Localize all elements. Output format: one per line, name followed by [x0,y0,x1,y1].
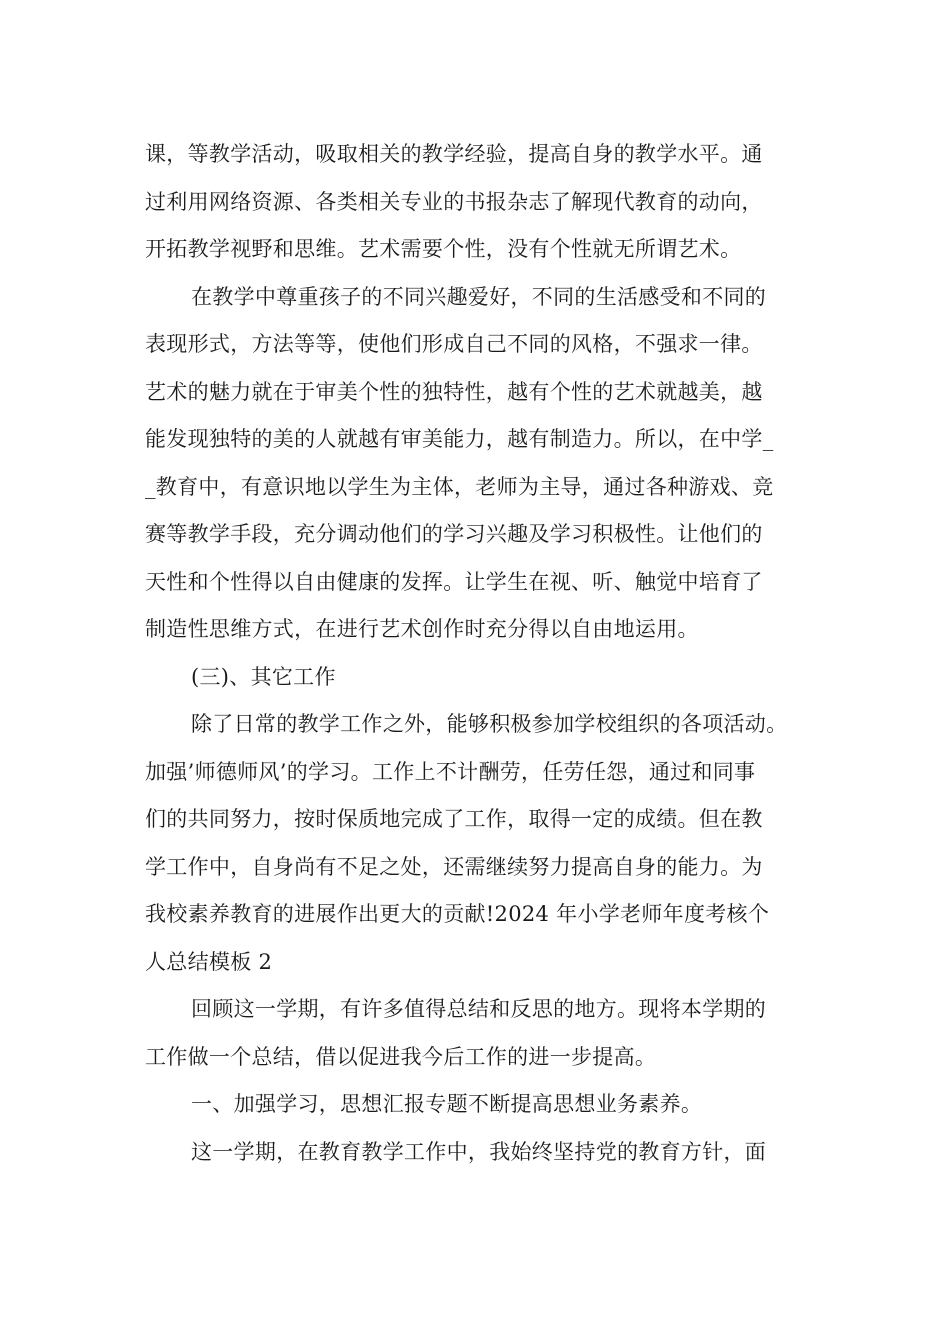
text-line: 开拓教学视野和思维。艺术需要个性，没有个性就无所谓艺术。 [145,237,742,261]
text-line: 能发现独特的美的人就越有审美能力，越有制造力。所以，在中学_ [145,427,774,451]
document-body [145,131,845,1176]
text-line: 艺术的魅力就在于审美个性的独特性，越有个性的艺术就越美，越 [145,379,763,404]
text-line: 制造性思维方式，在进行艺术创作时充分得以自由地运用。 [145,617,699,641]
text-line: 们的共同努力，按时保质地完成了工作，取得一定的成绩。但在教 [145,807,763,831]
text-line: 过利用网络资源、各类相关专业的书报杂志了解现代教育的动向， [145,189,763,214]
text-line: 人总结模板 2 [145,949,273,974]
text-line: (三)、其它工作 [191,664,336,689]
text-line: 工作做一个总结，借以促进我今后工作的进一步提高。 [145,1044,657,1069]
text-line: 天性和个性得以自由健康的发挥。让学生在视、听、触觉中培育了 [145,569,763,594]
text-line: 加强’师德师风’的学习。工作上不计酬劳，任劳任怨，通过和同事 [145,759,756,784]
text-line: 除了日常的教学工作之外，能够积极参加学校组织的各项活动。 [191,712,788,736]
text-line: 回顾这一学期，有许多值得总结和反思的地方。现将本学期的 [191,997,767,1021]
text-line: 课，等教学活动，吸取相关的教学经验，提高自身的教学水平。通 [145,142,763,166]
text-line: 一、加强学习，思想汇报专题不断提高思想业务素养。 [191,1092,703,1116]
text-line: _教育中，有意识地以学生为主体，老师为主导，通过各种游戏、竞 [145,474,774,499]
text-line: 我校素养教育的进展作出更大的贡献!2024 年小学老师年度考核个 [145,902,770,926]
text-line: 赛等教学手段，充分调动他们的学习兴趣及学习积极性。让他们的 [145,522,763,546]
text-line: 这一学期，在教育教学工作中，我始终坚持党的教育方针，面 [191,1139,767,1164]
text-line: 在教学中尊重孩子的不同兴趣爱好，不同的生活感受和不同的 [191,284,767,309]
text-line: 学工作中，自身尚有不足之处，还需继续努力提高自身的能力。为 [145,854,763,879]
text-line: 表现形式，方法等等，使他们形成自己不同的风格，不强求一律。 [145,332,763,356]
